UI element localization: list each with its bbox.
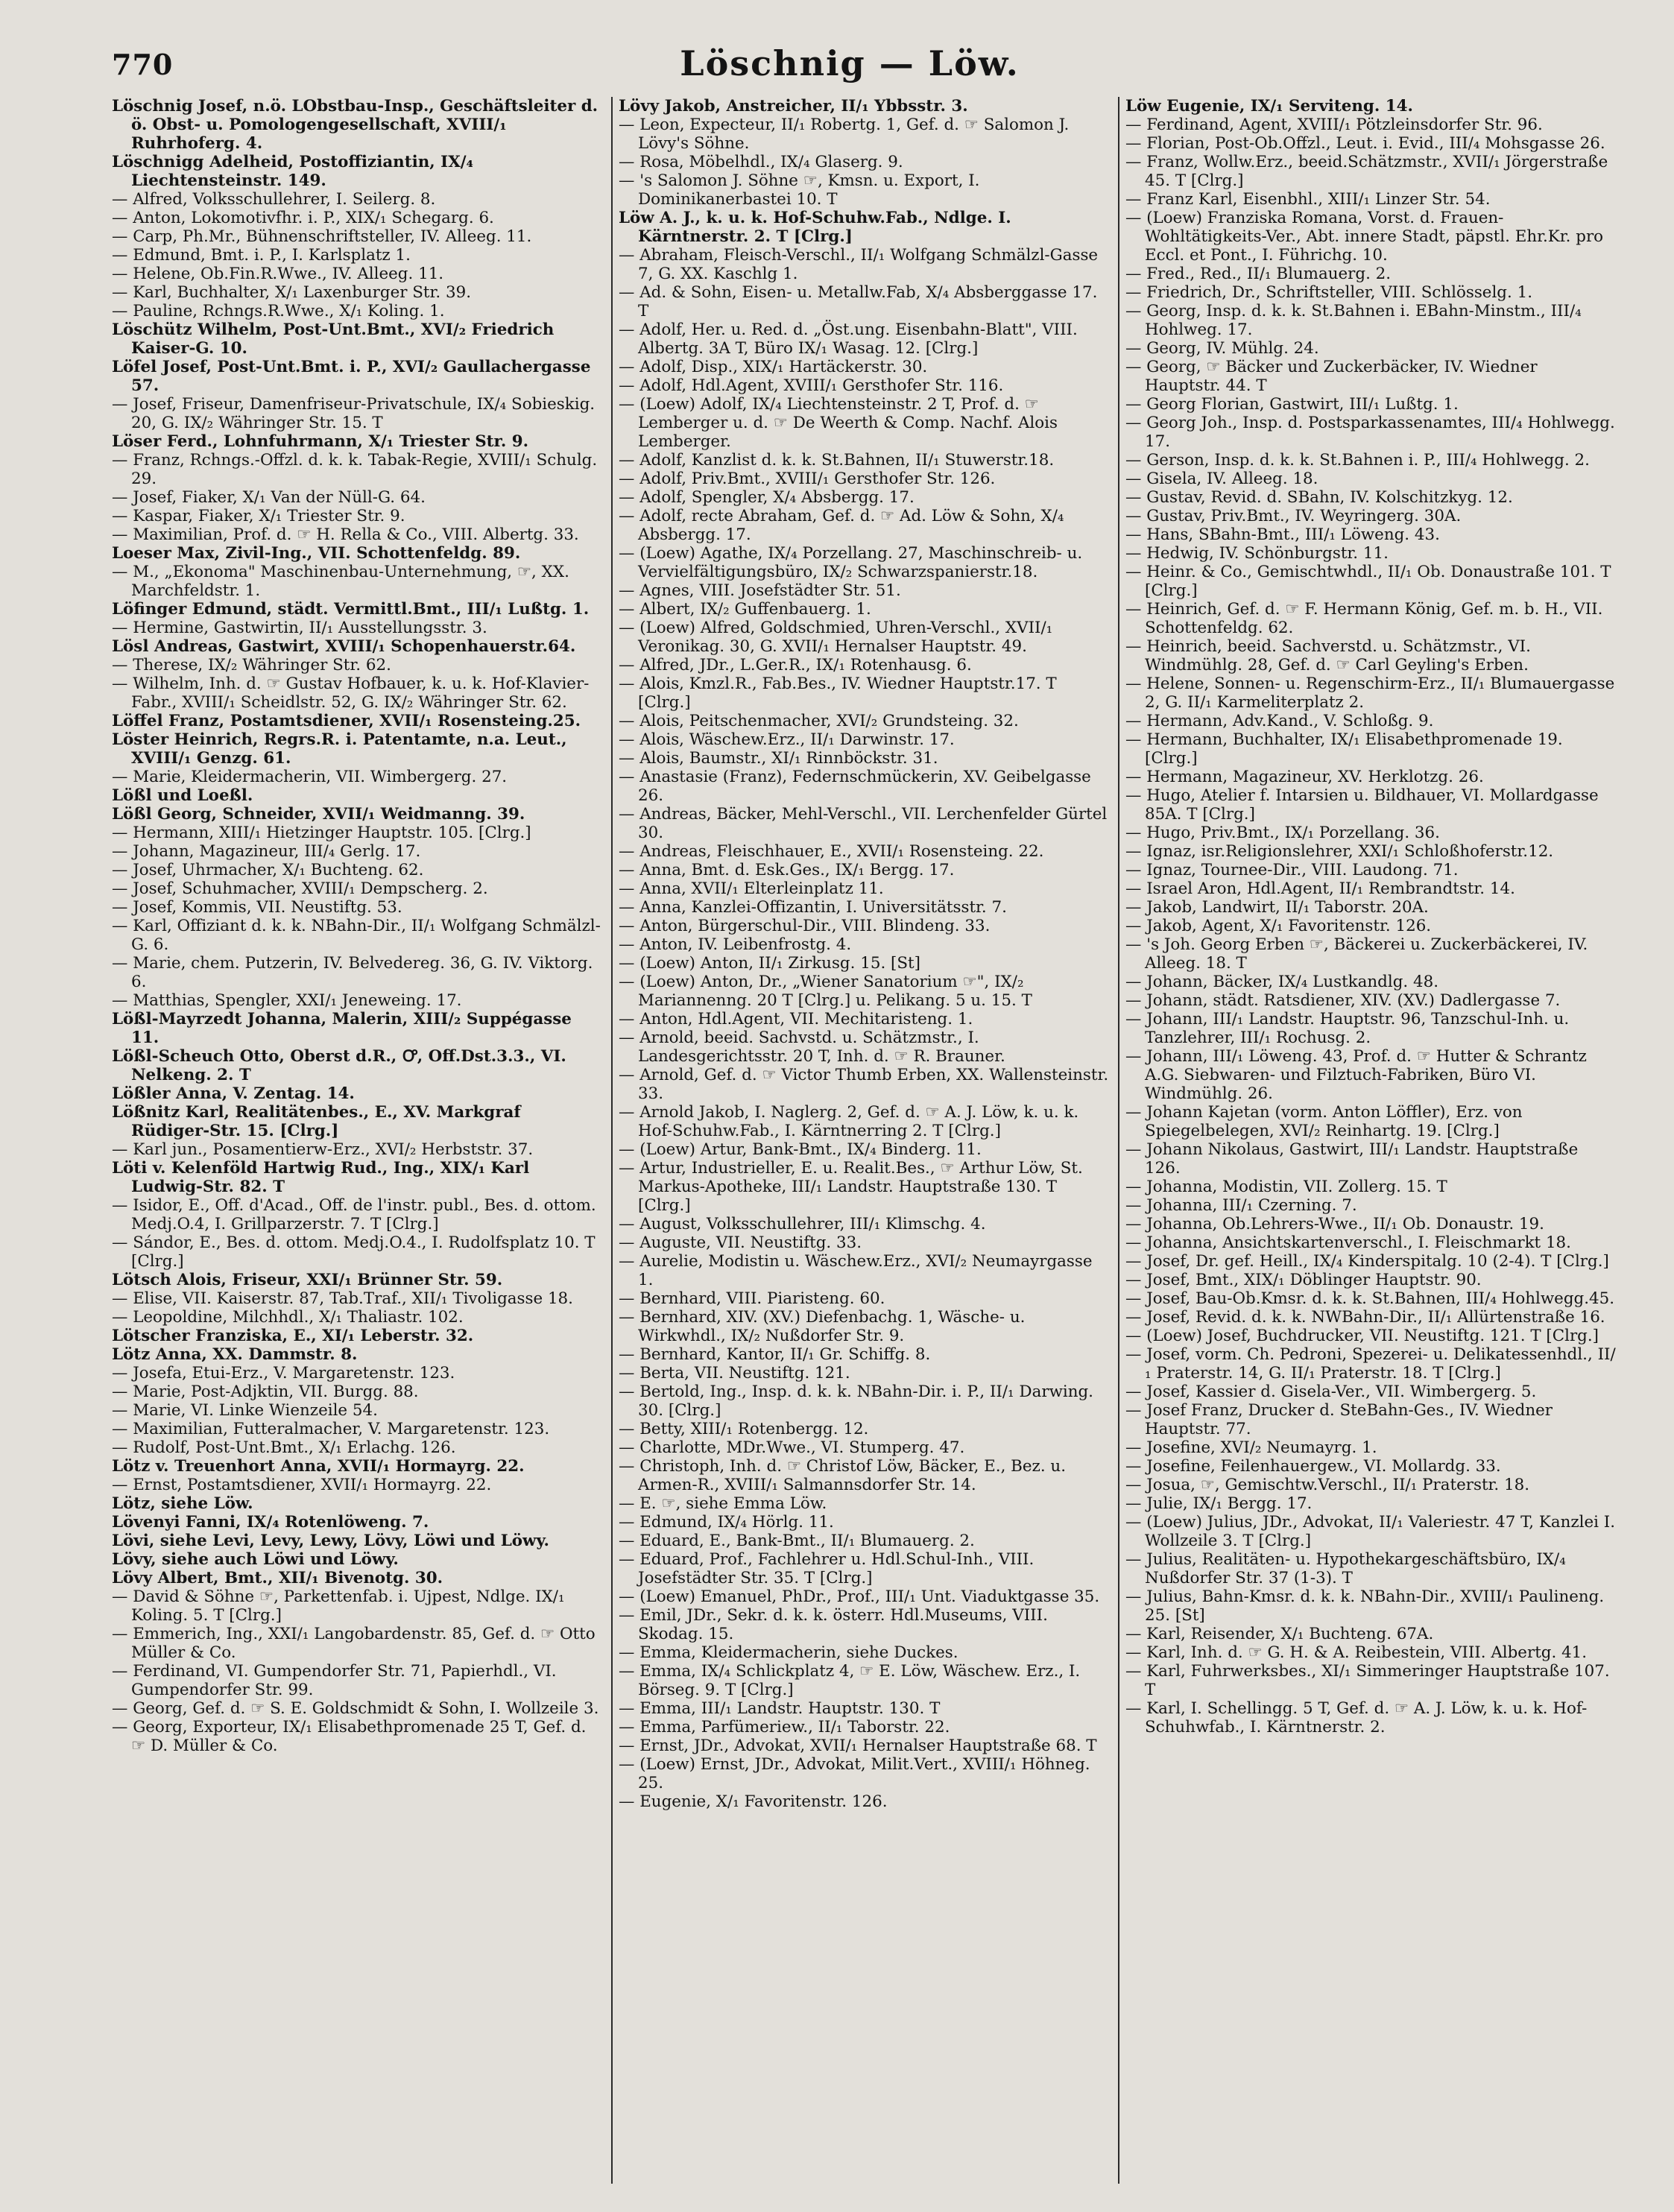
directory-entry: — Ernst, JDr., Advokat, XVII/₁ Hernalser Hauptstraße 68. T [619, 1737, 1097, 1755]
directory-entry: Lötscher Franziska, E., XI/₁ Leberstr. 32. [112, 1327, 474, 1345]
directory-entry: — Karl, Reisender, X/₁ Buchteng. 67A. [1125, 1625, 1434, 1643]
directory-entry: — Emma, III/₁ Landstr. Hauptstr. 130. T [619, 1699, 941, 1718]
directory-entry: — Alois, Peitschenmacher, XVI/₂ Grundsteing. 32. [619, 712, 1019, 730]
directory-entry: — Helene, Sonnen- u. Regenschirm-Erz., II/₁ Blumauergasse 2, G. II/₁ Karmeliterplatz 2. [1125, 674, 1615, 712]
directory-entry: — Adolf, recte Abraham, Gef. d. ☞ Ad. Löw & Sohn, X/₄ Absbergg. 17. [619, 507, 1064, 544]
directory-entry: — (Loew) Adolf, IX/₄ Liechtensteinstr. 2 T, Prof. d. ☞ Lemberger u. d. ☞ De Weerth & Comp. Nachf. Alois Lemberger. [619, 395, 1058, 451]
directory-entry: — Artur, Industrieller, E. u. Realit.Bes., ☞ Arthur Löw, St. Markus-Apotheke, III/₁ Landstr. Hauptstraße 130. T [Clrg.] [619, 1159, 1083, 1215]
directory-entry: — Marie, chem. Putzerin, IV. Belvedereg. 36, G. IV. Viktorg. 6. [112, 954, 593, 991]
directory-entry: — Heinr. & Co., Gemischtwhdl., II/₁ Ob. Donaustraße 101. T [Clrg.] [1125, 563, 1611, 600]
directory-entry: — Josefa, Etui-Erz., V. Margaretenstr. 123. [112, 1364, 455, 1382]
directory-entry: — Charlotte, MDr.Wwe., VI. Stumperg. 47. [619, 1438, 965, 1457]
directory-entry: — Georg, Exporteur, IX/₁ Elisabethpromenade 25 T, Gef. d. ☞ D. Müller & Co. [112, 1718, 587, 1755]
directory-entry: — Josef, Bau-Ob.Kmsr. d. k. k. St.Bahnen, III/₄ Hohlwegg.45. [1125, 1289, 1615, 1308]
directory-entry: Lötz, siehe Löw. [112, 1494, 253, 1513]
directory-entry: — Leon, Expecteur, II/₁ Robertg. 1, Gef. d. ☞ Salomon J. Lövy's Söhne. [619, 116, 1070, 153]
directory-entry: — Emma, Parfümeriew., II/₁ Taborstr. 22. [619, 1718, 950, 1737]
directory-entry: — Aurelie, Modistin u. Wäschew.Erz., XVI/₂ Neumayrgasse 1. [619, 1252, 1093, 1289]
directory-entry: — Gerson, Insp. d. k. k. St.Bahnen i. P., III/₄ Hohlwegg. 2. [1125, 451, 1590, 470]
directory-entry: — Ernst, Postamtsdiener, XVII/₁ Hormayrg. 22. [112, 1476, 492, 1494]
directory-entry: Lövenyi Fanni, IX/₄ Rotenlöweng. 7. [112, 1513, 429, 1532]
directory-entry: — Rosa, Möbelhdl., IX/₄ Glaserg. 9. [619, 153, 903, 171]
directory-entry: — Alois, Kmzl.R., Fab.Bes., IV. Wiedner Hauptstr.17. T [Clrg.] [619, 674, 1057, 712]
directory-entry: — Andreas, Bäcker, Mehl-Verschl., VII. Lerchenfelder Gürtel 30. [619, 805, 1108, 842]
directory-entry: — Josef, Friseur, Damenfriseur-Privatschule, IX/₄ Sobieskig. 20, G. IX/₂ Währinger Str. 15. T [112, 395, 596, 432]
directory-entry: — Georg, Insp. d. k. k. St.Bahnen i. EBahn-Minstm., III/₄ Hohlweg. 17. [1125, 302, 1582, 339]
directory-entry: — Gustav, Revid. d. SBahn, IV. Kolschitzkyg. 12. [1125, 488, 1513, 507]
directory-entry: Löschnig Josef, n.ö. LObstbau-Insp., Geschäftsleiter d. ö. Obst- u. Pomologengesellschaft, XVIII/₁ Ruhrhoferg. 4. [112, 97, 598, 153]
directory-entry: — Auguste, VII. Neustiftg. 33. [619, 1233, 862, 1252]
directory-entry: — Anastasie (Franz), Federnschmückerin, XV. Geibelgasse 26. [619, 768, 1091, 805]
directory-entry: — Alfred, JDr., L.Ger.R., IX/₁ Rotenhausg. 6. [619, 656, 972, 674]
directory-entry: Lötsch Alois, Friseur, XXI/₁ Brünner Str. 59. [112, 1271, 503, 1289]
directory-entry: — Matthias, Spengler, XXI/₁ Jeneweing. 17. [112, 991, 462, 1010]
directory-entry: — Alfred, Volksschullehrer, I. Seilerg. 8. [112, 190, 436, 209]
column-2 [619, 97, 1111, 2184]
directory-entry: — (Loew) Franziska Romana, Vorst. d. Frauen-Wohltätigkeits-Ver., Abt. innere Stadt, päpstl. Ehr.Kr. pro Eccl. et Pont., I. Führichg. 10. [1125, 209, 1604, 265]
directory-entry: — Hans, SBahn-Bmt., III/₁ Löweng. 43. [1125, 525, 1440, 544]
directory-entry: — Josef, Fiaker, X/₁ Van der Nüll-G. 64. [112, 488, 426, 507]
directory-entry: — Agnes, VIII. Josefstädter Str. 51. [619, 581, 901, 600]
directory-entry: — Gustav, Priv.Bmt., IV. Weyringerg. 30A. [1125, 507, 1462, 525]
directory-entry: — Emma, Kleidermacherin, siehe Duckes. [619, 1643, 958, 1662]
directory-entry: — Edmund, Bmt. i. P., I. Karlsplatz 1. [112, 246, 411, 265]
directory-entry: — Eugenie, X/₁ Favoritenstr. 126. [619, 1792, 888, 1811]
directory-entry: — Wilhelm, Inh. d. ☞ Gustav Hofbauer, k. u. k. Hof-Klavier-Fabr., XVIII/₁ Scheidlstr. 52, G. IX/₂ Währinger Str. 62. [112, 674, 590, 712]
directory-entry: — Hugo, Atelier f. Intarsien u. Bildhauer, VI. Mollardgasse 85A. T [Clrg.] [1125, 786, 1599, 824]
directory-entry: — Georg, ☞ Bäcker und Zuckerbäcker, IV. Wiedner Hauptstr. 44. T [1125, 358, 1538, 395]
directory-entry: Lövy Albert, Bmt., XII/₁ Bivenotg. 30. [112, 1569, 443, 1587]
directory-entry: Lövy, siehe auch Löwi und Löwy. [112, 1550, 399, 1569]
directory-entry: Lößl-Mayrzedt Johanna, Malerin, XIII/₂ Suppégasse 11. [112, 1010, 572, 1047]
directory-entry: Lößl Georg, Schneider, XVII/₁ Weidmanng. 39. [112, 805, 525, 824]
directory-entry: — Karl, Offiziant d. k. k. NBahn-Dir., II/₁ Wolfgang Schmälzl-G. 6. [112, 917, 601, 954]
directory-entry: — Heinrich, Gef. d. ☞ F. Hermann König, Gef. m. b. H., VII. Schottenfeldg. 62. [1125, 600, 1603, 637]
directory-entry: — Pauline, Rchngs.R.Wwe., X/₁ Koling. 1. [112, 302, 445, 320]
directory-entry: — Hermine, Gastwirtin, II/₁ Ausstellungsstr. 3. [112, 619, 487, 637]
directory-entry: — Johann Nikolaus, Gastwirt, III/₁ Landstr. Hauptstraße 126. [1125, 1140, 1579, 1178]
directory-entry: — Maximilian, Futteralmacher, V. Margaretenstr. 123. [112, 1420, 550, 1438]
directory-entry: — Karl, Buchhalter, X/₁ Laxenburger Str. 39. [112, 283, 472, 302]
directory-entry: — Alois, Wäschew.Erz., II/₁ Darwinstr. 17. [619, 730, 955, 749]
directory-entry: — Bernhard, Kantor, II/₁ Gr. Schiffg. 8. [619, 1345, 931, 1364]
directory-entry: Löti v. Kelenföld Hartwig Rud., Ing., XIX/₁ Karl Ludwig-Str. 82. T [112, 1159, 530, 1196]
directory-entry: — Isidor, E., Off. d'Acad., Off. de l'instr. publ., Bes. d. ottom. Medj.O.4, I. Grillparzerstr. 7. T [Clrg.] [112, 1196, 596, 1233]
directory-entry: Lösl Andreas, Gastwirt, XVIII/₁ Schopenhauerstr.64. [112, 637, 576, 656]
directory-entry: — August, Volksschullehrer, III/₁ Klimschg. 4. [619, 1215, 986, 1233]
directory-entry: Löser Ferd., Lohnfuhrmann, X/₁ Triester Str. 9. [112, 432, 529, 451]
directory-entry: — Johann Kajetan (vorm. Anton Löffler), Erz. von Spiegelbelegen, XVI/₂ Reinhartg. 19. [Clrg.] [1125, 1103, 1523, 1140]
directory-entry: — Jakob, Agent, X/₁ Favoritenstr. 126. [1125, 917, 1432, 935]
column-divider [611, 97, 613, 2184]
directory-entry: Lötz Anna, XX. Dammstr. 8. [112, 1345, 358, 1364]
directory-entry: — Fred., Red., II/₁ Blumauerg. 2. [1125, 265, 1392, 283]
directory-entry: — (Loew) Emanuel, PhDr., Prof., III/₁ Unt. Viaduktgasse 35. [619, 1587, 1100, 1606]
directory-entry: — Franz Karl, Eisenbhl., XIII/₁ Linzer Str. 54. [1125, 190, 1491, 209]
directory-entry: Löw Eugenie, IX/₁ Serviteng. 14. [1125, 97, 1413, 116]
directory-entry: — Georg, Gef. d. ☞ S. E. Goldschmidt & Sohn, I. Wollzeile 3. [112, 1699, 599, 1718]
running-title: Löschnig — Löw. [680, 43, 1020, 83]
directory-entry: — Josef, Bmt., XIX/₁ Döblinger Hauptstr. 90. [1125, 1271, 1482, 1289]
directory-entry: — Anna, XVII/₁ Elterleinplatz 11. [619, 879, 884, 898]
directory-entry: — Josua, ☞, Gemischtw.Verschl., II/₁ Praterstr. 18. [1125, 1476, 1530, 1494]
directory-entry: Lötz v. Treuenhort Anna, XVII/₁ Hormayrg. 22. [112, 1457, 525, 1476]
directory-entry: — Marie, Kleidermacherin, VII. Wimbergerg. 27. [112, 768, 508, 786]
directory-entry: — Johanna, III/₁ Czerning. 7. [1125, 1196, 1357, 1215]
directory-entry: — Anton, Hdl.Agent, VII. Mechitaristeng. 1. [619, 1010, 973, 1028]
directory-columns [112, 97, 1617, 2184]
directory-entry: — Julius, Bahn-Kmsr. d. k. k. NBahn-Dir., XVIII/₁ Paulineng. 25. [St] [1125, 1587, 1605, 1625]
directory-entry: — Adolf, Priv.Bmt., XVIII/₁ Gersthofer Str. 126. [619, 470, 996, 488]
directory-entry: — M., „Ekonoma" Maschinenbau-Unternehmung, ☞, XX. Marchfeldstr. 1. [112, 563, 569, 600]
directory-entry: — (Loew) Agathe, IX/₄ Porzellang. 27, Maschinschreib- u. Vervielfältigungsbüro, IX/₂ Schwarzspanierstr.18. [619, 544, 1083, 581]
directory-entry: Löw A. J., k. u. k. Hof-Schuhw.Fab., Ndlge. I. Kärntnerstr. 2. T [Clrg.] [619, 209, 1011, 246]
directory-entry: — Ignaz, isr.Religionslehrer, XXI/₁ Schloßhoferstr.12. [1125, 842, 1554, 861]
directory-entry: — Johann, Magazineur, III/₄ Gerlg. 17. [112, 842, 421, 861]
directory-entry: — Marie, Post-Adjktin, VII. Burgg. 88. [112, 1382, 419, 1401]
page-number: 770 [112, 48, 174, 81]
directory-entry: — Christoph, Inh. d. ☞ Christof Löw, Bäcker, E., Bez. u. Armen-R., XVIII/₁ Salmannsdorfer Str. 14. [619, 1457, 1067, 1494]
directory-entry: — Johann, Bäcker, IX/₄ Lustkandlg. 48. [1125, 973, 1439, 991]
directory-entry: — Adolf, Hdl.Agent, XVIII/₁ Gersthofer Str. 116. [619, 376, 1004, 395]
directory-entry: — Elise, VII. Kaiserstr. 87, Tab.Traf., XII/₁ Tivoligasse 18. [112, 1289, 573, 1308]
directory-entry: — Israel Aron, Hdl.Agent, II/₁ Rembrandtstr. 14. [1125, 879, 1515, 898]
directory-entry: — (Loew) Anton, II/₁ Zirkusg. 15. [St] [619, 954, 920, 973]
directory-entry: Löschnigg Adelheid, Postoffiziantin, IX/₄ Liechtensteinstr. 149. [112, 153, 473, 190]
directory-entry: — Florian, Post-Ob.Offzl., Leut. i. Evid., III/₄ Mohsgasse 26. [1125, 134, 1605, 153]
directory-entry: — Karl, Fuhrwerksbes., XI/₁ Simmeringer Hauptstraße 107. T [1125, 1662, 1610, 1699]
directory-entry: — Marie, VI. Linke Wienzeile 54. [112, 1401, 378, 1420]
directory-entry: — Hedwig, IV. Schönburgstr. 11. [1125, 544, 1389, 563]
directory-entry: — Jakob, Landwirt, II/₁ Taborstr. 20A. [1125, 898, 1429, 917]
directory-entry: — Maximilian, Prof. d. ☞ H. Rella & Co., VIII. Albertg. 33. [112, 525, 579, 544]
directory-entry: — Johanna, Modistin, VII. Zollerg. 15. T [1125, 1178, 1447, 1196]
directory-entry: — (Loew) Josef, Buchdrucker, VII. Neustiftg. 121. T [Clrg.] [1125, 1327, 1599, 1345]
directory-entry: Löfinger Edmund, städt. Vermittl.Bmt., III/₁ Lußtg. 1. [112, 600, 590, 619]
directory-entry: — Hugo, Priv.Bmt., IX/₁ Porzellang. 36. [1125, 824, 1440, 842]
directory-entry: Lößl und Loeßl. [112, 786, 253, 805]
page-header [112, 43, 1588, 95]
directory-entry: — Anton, Bürgerschul-Dir., VIII. Blindeng. 33. [619, 917, 991, 935]
directory-entry: — Adolf, Disp., XIX/₁ Hartäckerstr. 30. [619, 358, 928, 376]
directory-entry: — Johann, III/₁ Löweng. 43, Prof. d. ☞ Hutter & Schrantz A.G. Siebwaren- und Filztuch-Fabriken, Büro VI. Windmühlg. 26. [1125, 1047, 1587, 1103]
directory-entry: — Ferdinand, VI. Gumpendorfer Str. 71, Papierhdl., VI. Gumpendorfer Str. 99. [112, 1662, 557, 1699]
directory-entry: — Georg Florian, Gastwirt, III/₁ Lußtg. 1. [1125, 395, 1459, 414]
directory-entry: — Ad. & Sohn, Eisen- u. Metallw.Fab, X/₄ Absberggasse 17. T [619, 283, 1098, 320]
directory-entry: — Anna, Kanzlei-Offizantin, I. Universitätsstr. 7. [619, 898, 1007, 917]
directory-entry: — Friedrich, Dr., Schriftsteller, VIII. Schlösselg. 1. [1125, 283, 1533, 302]
directory-entry: — Berta, VII. Neustiftg. 121. [619, 1364, 850, 1382]
directory-entry: — Emil, JDr., Sekr. d. k. k. österr. Hdl.Museums, VIII. Skodag. 15. [619, 1606, 1048, 1643]
directory-entry: Lößnitz Karl, Realitätenbes., E., XV. Markgraf Rüdiger-Str. 15. [Clrg.] [112, 1103, 521, 1140]
directory-entry: — Edmund, IX/₄ Hörlg. 11. [619, 1513, 834, 1532]
directory-entry: — Josef Franz, Drucker d. SteBahn-Ges., IV. Wiedner Hauptstr. 77. [1125, 1401, 1553, 1438]
directory-entry: — Abraham, Fleisch-Verschl., II/₁ Wolfgang Schmälzl-Gasse 7, G. XX. Kaschlg 1. [619, 246, 1099, 283]
directory-entry: — Gisela, IV. Alleeg. 18. [1125, 470, 1318, 488]
directory-entry: Löfel Josef, Post-Unt.Bmt. i. P., XVI/₂ Gaullachergasse 57. [112, 358, 591, 395]
directory-entry: — (Loew) Julius, JDr., Advokat, II/₁ Valeriestr. 47 T, Kanzlei I. Wollzeile 3. T [Clrg.] [1125, 1513, 1616, 1550]
directory-entry: — Karl, I. Schellingg. 5 T, Gef. d. ☞ A. J. Löw, k. u. k. Hof-Schuhwfab., I. Kärntnerstr. 2. [1125, 1699, 1588, 1737]
directory-entry: — E. ☞, siehe Emma Löw. [619, 1494, 827, 1513]
directory-entry: — Ferdinand, Agent, XVIII/₁ Pötzleinsdorfer Str. 96. [1125, 116, 1543, 134]
directory-entry: Loeser Max, Zivil-Ing., VII. Schottenfeldg. 89. [112, 544, 521, 563]
directory-entry: — Hermann, Buchhalter, IX/₁ Elisabethpromenade 19. [Clrg.] [1125, 730, 1563, 768]
directory-entry: Lößl-Scheuch Otto, Oberst d.R., Ꝍ, Off.Dst.3.3., VI. Nelkeng. 2. T [112, 1047, 566, 1084]
directory-entry: — Bernhard, VIII. Piaristeng. 60. [619, 1289, 885, 1308]
directory-entry: — Josefine, Feilenhauergew., VI. Mollardg. 33. [1125, 1457, 1501, 1476]
directory-entry: — Carp, Ph.Mr., Bühnenschriftsteller, IV. Alleeg. 11. [112, 227, 532, 246]
directory-entry: — Georg Joh., Insp. d. Postsparkassenamtes, III/₄ Hohlwegg. 17. [1125, 414, 1615, 451]
directory-entry: — Josef, Dr. gef. Heill., IX/₄ Kinderspitalg. 10 (2-4). T [Clrg.] [1125, 1252, 1609, 1271]
directory-entry: — Arnold, Gef. d. ☞ Victor Thumb Erben, XX. Wallensteinstr. 33. [619, 1066, 1109, 1103]
directory-entry: — Franz, Rchngs.-Offzl. d. k. k. Tabak-Regie, XVIII/₁ Schulg. 29. [112, 451, 598, 488]
directory-entry: — Johanna, Ob.Lehrers-Wwe., II/₁ Ob. Donaustr. 19. [1125, 1215, 1544, 1233]
directory-entry: — Johann, III/₁ Landstr. Hauptstr. 96, Tanzschul-Inh. u. Tanzlehrer, III/₁ Rochusg. 2. [1125, 1010, 1570, 1047]
directory-entry: — Sándor, E., Bes. d. ottom. Medj.O.4., I. Rudolfsplatz 10. T [Clrg.] [112, 1233, 596, 1271]
directory-entry: — 's Salomon J. Söhne ☞, Kmsn. u. Export, I. Dominikanerbastei 10. T [619, 171, 980, 209]
directory-entry: — Eduard, Prof., Fachlehrer u. Hdl.Schul-Inh., VIII. Josefstädter Str. 35. T [Clrg.] [619, 1550, 1035, 1587]
directory-entry: — Adolf, Spengler, X/₄ Absbergg. 17. [619, 488, 915, 507]
directory-entry: — Josef, vorm. Ch. Pedroni, Spezerei- u. Delikatessenhdl., II/₁ Praterstr. 14, G. II/₁ Praterstr. 18. T [Clrg.] [1125, 1345, 1616, 1382]
directory-entry: — Rudolf, Post-Unt.Bmt., X/₁ Erlachg. 126. [112, 1438, 456, 1457]
directory-entry: — Franz, Wollw.Erz., beeid.Schätzmstr., XVII/₁ Jörgerstraße 45. T [Clrg.] [1125, 153, 1608, 190]
directory-entry: Lövi, siehe Levi, Levy, Lewy, Lövy, Löwi und Löwy. [112, 1532, 549, 1550]
directory-entry: Löffel Franz, Postamtsdiener, XVII/₁ Rosensteing.25. [112, 712, 581, 730]
directory-entry: — Karl, Inh. d. ☞ G. H. & A. Reibestein, VIII. Albertg. 41. [1125, 1643, 1588, 1662]
directory-entry: — Josef, Uhrmacher, X/₁ Buchteng. 62. [112, 861, 424, 879]
directory-entry: — Hermann, Adv.Kand., V. Schloßg. 9. [1125, 712, 1434, 730]
directory-entry: — Josef, Kassier d. Gisela-Ver., VII. Wimbergerg. 5. [1125, 1382, 1537, 1401]
directory-entry: — Josef, Revid. d. k. k. NWBahn-Dir., II/₁ Allürtenstraße 16. [1125, 1308, 1605, 1327]
directory-entry: — Ignaz, Tournee-Dir., VIII. Laudong. 71. [1125, 861, 1459, 879]
directory-entry: Lövy Jakob, Anstreicher, II/₁ Ybbsstr. 3. [619, 97, 968, 116]
directory-entry: — Heinrich, beeid. Sachverstd. u. Schätzmstr., VI. Windmühlg. 28, Gef. d. ☞ Carl Geyling's Erben. [1125, 637, 1531, 674]
directory-entry: — Arnold, beeid. Sachvstd. u. Schätzmstr., I. Landesgerichtsstr. 20 T, Inh. d. ☞ R. Brauner. [619, 1028, 1005, 1066]
directory-entry: — Betty, XIII/₁ Rotenbergg. 12. [619, 1420, 869, 1438]
directory-entry: — (Loew) Anton, Dr., „Wiener Sanatorium ☞", IX/₂ Mariannenng. 20 T [Clrg.] u. Pelikang. 5 u. 15. T [619, 973, 1032, 1010]
directory-entry: — Emma, IX/₄ Schlickplatz 4, ☞ E. Löw, Wäschew. Erz., I. Börseg. 9. T [Clrg.] [619, 1662, 1081, 1699]
directory-entry: — Alois, Baumstr., XI/₁ Rinnböckstr. 31. [619, 749, 938, 768]
directory-entry: — Anton, Lokomotivfhr. i. P., XIX/₁ Schegarg. 6. [112, 209, 494, 227]
directory-entry: — Anna, Bmt. d. Esk.Ges., IX/₁ Bergg. 17. [619, 861, 955, 879]
directory-entry: — Albert, IX/₂ Guffenbauerg. 1. [619, 600, 871, 619]
directory-entry: — Bernhard, XIV. (XV.) Diefenbachg. 1, Wäsche- u. Wirkwhdl., IX/₂ Nußdorfer Str. 9. [619, 1308, 1026, 1345]
directory-entry: Löschütz Wilhelm, Post-Unt.Bmt., XVI/₂ Friedrich Kaiser-G. 10. [112, 320, 555, 358]
directory-entry: — 's Joh. Georg Erben ☞, Bäckerei u. Zuckerbäckerei, IV. Alleeg. 18. T [1125, 935, 1588, 973]
directory-entry: — Bertold, Ing., Insp. d. k. k. NBahn-Dir. i. P., II/₁ Darwing. 30. [Clrg.] [619, 1382, 1093, 1420]
directory-entry: — Kaspar, Fiaker, X/₁ Triester Str. 9. [112, 507, 405, 525]
directory-entry: — Adolf, Her. u. Red. d. „Öst.ung. Eisenbahn-Blatt", VIII. Albertg. 3A T, Büro IX/₁ Wasag. 12. [Clrg.] [619, 320, 1078, 358]
directory-entry: — (Loew) Alfred, Goldschmied, Uhren-Verschl., XVII/₁ Veronikag. 30, G. XVII/₁ Hernalser Hauptstr. 49. [619, 619, 1053, 656]
column-1 [112, 97, 604, 2184]
directory-entry: — Johanna, Ansichtskartenverschl., I. Fleischmarkt 18. [1125, 1233, 1571, 1252]
directory-entry: — Helene, Ob.Fin.R.Wwe., IV. Alleeg. 11. [112, 265, 444, 283]
directory-entry: — Josef, Schuhmacher, XVIII/₁ Dempscherg. 2. [112, 879, 488, 898]
directory-entry: — Emmerich, Ing., XXI/₁ Langobardenstr. 85, Gef. d. ☞ Otto Müller & Co. [112, 1625, 596, 1662]
column-divider [1118, 97, 1119, 2184]
directory-entry: — Arnold Jakob, I. Naglerg. 2, Gef. d. ☞ A. J. Löw, k. u. k. Hof-Schuhw.Fab., I. Kärntnerring 2. T [Clrg.] [619, 1103, 1079, 1140]
directory-entry: — Anton, IV. Leibenfrostg. 4. [619, 935, 852, 954]
directory-entry: — Karl jun., Posamentierw-Erz., XVI/₂ Herbststr. 37. [112, 1140, 534, 1159]
directory-entry: — Leopoldine, Milchhdl., X/₁ Thaliastr. 102. [112, 1308, 464, 1327]
directory-entry: — Julie, IX/₁ Bergg. 17. [1125, 1494, 1313, 1513]
directory-entry: — Julius, Realitäten- u. Hypothekargeschäftsbüro, IX/₄ Nußdorfer Str. 37 (1-3). T [1125, 1550, 1566, 1587]
directory-entry: — Josef, Kommis, VII. Neustiftg. 53. [112, 898, 402, 917]
directory-entry: Lößler Anna, V. Zentag. 14. [112, 1084, 355, 1103]
directory-entry: — Johann, städt. Ratsdiener, XIV. (XV.) Dadlergasse 7. [1125, 991, 1561, 1010]
directory-entry: — Hermann, XIII/₁ Hietzinger Hauptstr. 105. [Clrg.] [112, 824, 531, 842]
column-3 [1125, 97, 1617, 2184]
directory-entry: — (Loew) Artur, Bank-Bmt., IX/₄ Binderg. 11. [619, 1140, 982, 1159]
directory-entry: — Georg, IV. Mühlg. 24. [1125, 339, 1319, 358]
directory-entry: — Adolf, Kanzlist d. k. k. St.Bahnen, II/₁ Stuwerstr.18. [619, 451, 1055, 470]
directory-entry: — Andreas, Fleischhauer, E., XVII/₁ Rosensteing. 22. [619, 842, 1044, 861]
directory-entry: — Therese, IX/₂ Währinger Str. 62. [112, 656, 391, 674]
directory-entry: — Hermann, Magazineur, XV. Herklotzg. 26. [1125, 768, 1484, 786]
directory-entry: — Josefine, XVI/₂ Neumayrg. 1. [1125, 1438, 1377, 1457]
directory-entry: Löster Heinrich, Regrs.R. i. Patentamte, n.a. Leut., XVIII/₁ Genzg. 61. [112, 730, 567, 768]
directory-entry: — David & Söhne ☞, Parkettenfab. i. Ujpest, Ndlge. IX/₁ Koling. 5. T [Clrg.] [112, 1587, 565, 1625]
directory-entry: — Eduard, E., Bank-Bmt., II/₁ Blumauerg. 2. [619, 1532, 975, 1550]
directory-entry: — (Loew) Ernst, JDr., Advokat, Milit.Vert., XVIII/₁ Höhneg. 25. [619, 1755, 1090, 1792]
